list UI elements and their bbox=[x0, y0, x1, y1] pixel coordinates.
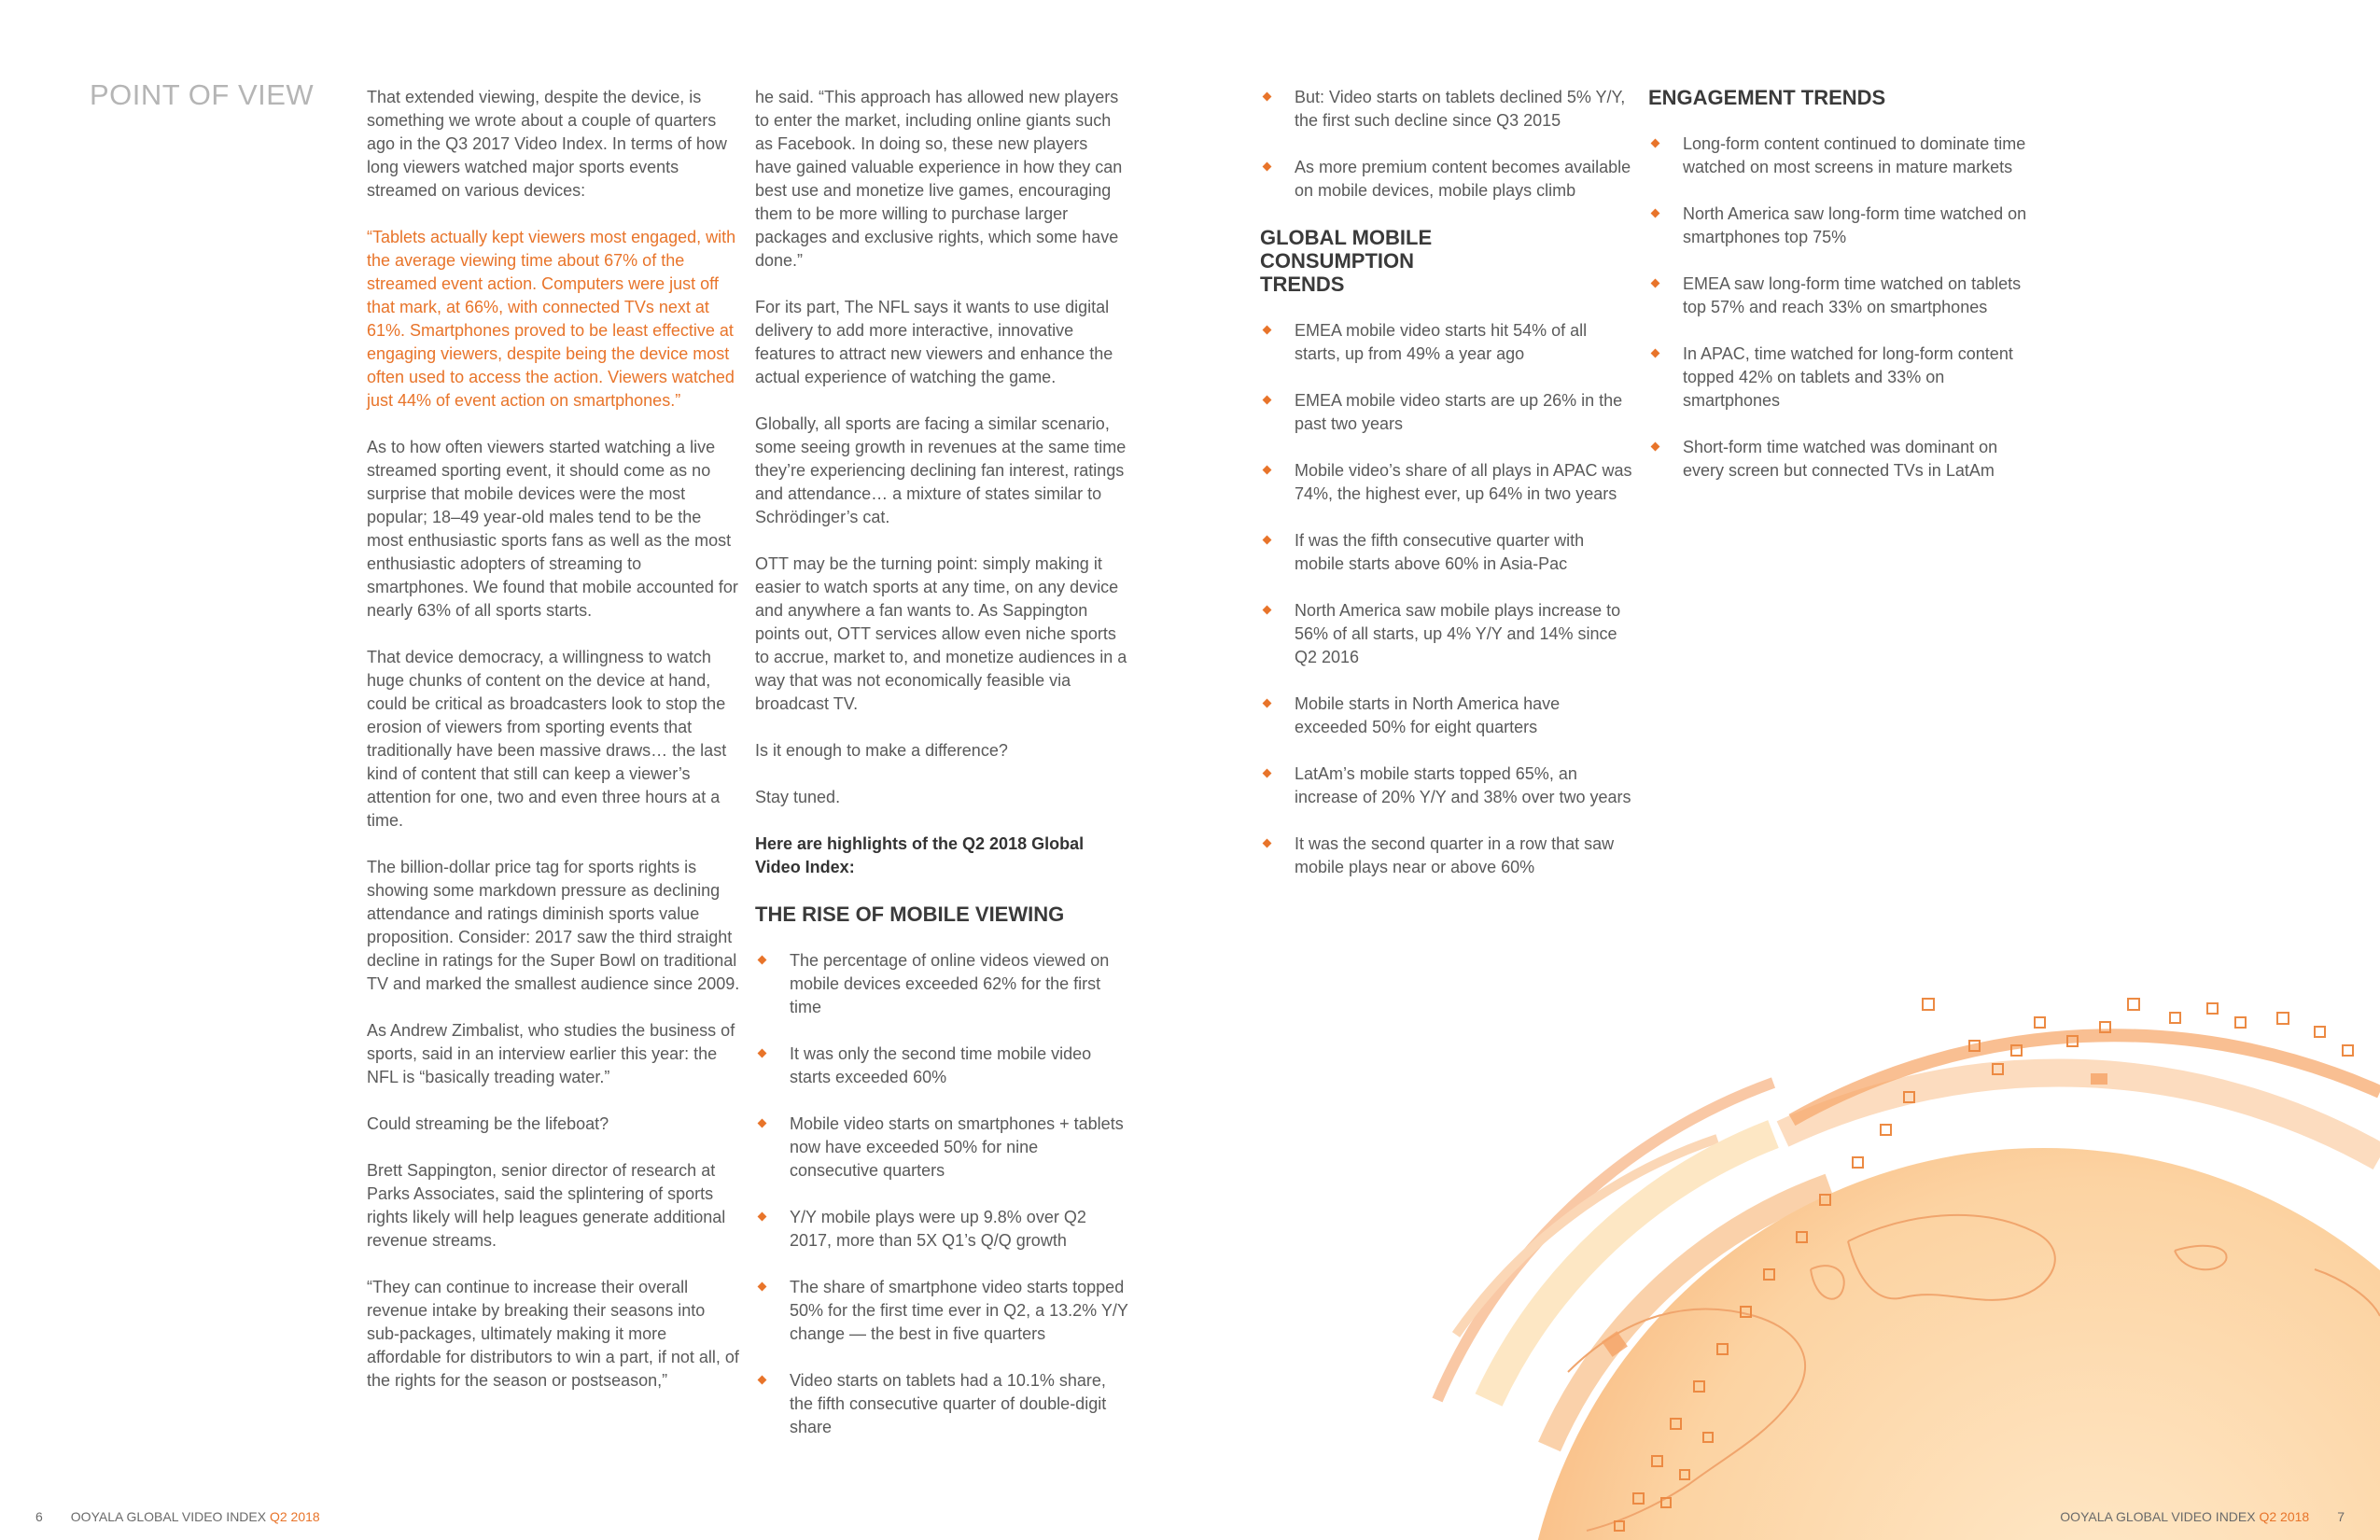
list-item-text: If was the fifth consecutive quarter with mobile starts above 60% in Asia-Pac bbox=[1295, 531, 1585, 573]
list-item bbox=[1260, 833, 1633, 879]
diamond-bullet-icon bbox=[758, 1119, 767, 1128]
list-item-text: LatAm’s mobile starts topped 65%, an increase of 20% Y/Y and 38% over two years bbox=[1295, 764, 1631, 806]
tablet-trends-list bbox=[1260, 86, 1633, 203]
section-heading: POINT OF VIEW bbox=[90, 78, 315, 111]
column-4 bbox=[1648, 86, 2040, 506]
list-item-text: Video starts on tablets had a 10.1% share, the fifth consecutive quarter of double-digit share bbox=[790, 1371, 1107, 1436]
diamond-bullet-icon bbox=[1263, 699, 1272, 708]
square-fill bbox=[2091, 1073, 2107, 1085]
square-mark bbox=[2170, 1013, 2180, 1023]
list-item bbox=[1260, 389, 1633, 436]
square-mark bbox=[1881, 1125, 1891, 1135]
paragraph: Stay tuned. bbox=[755, 788, 841, 806]
paragraph: The billion-dollar price tag for sports rights is showing some markdown pressure as declining attendance and ratings diminish sports value proposition. Consider: 2017 saw the third straight decline in ratings for the Super Bowl on traditional TV and marked the smallest audience since 2009. bbox=[367, 858, 740, 993]
mobile-viewing-list bbox=[755, 949, 1128, 1439]
diamond-bullet-icon bbox=[1651, 139, 1660, 148]
list-item-text: Mobile starts in North America have exceeded 50% for eight quarters bbox=[1295, 694, 1561, 736]
diamond-bullet-icon bbox=[1263, 769, 1272, 778]
square-mark bbox=[2277, 1013, 2289, 1024]
list-item-text: But: Video starts on tablets declined 5% Y/Y, the first such decline since Q3 2015 bbox=[1295, 88, 1626, 130]
list-item bbox=[1260, 693, 1633, 739]
list-item-text: Mobile video starts on smartphones + tablets now have exceeded 50% for nine consecutive quarters bbox=[790, 1114, 1124, 1180]
square-mark bbox=[1853, 1157, 1863, 1168]
diamond-bullet-icon bbox=[1263, 396, 1272, 405]
square-mark bbox=[1923, 999, 1934, 1010]
square-mark bbox=[2343, 1045, 2353, 1056]
diamond-bullet-icon bbox=[1263, 839, 1272, 848]
footer-edition: Q2 2018 bbox=[2259, 1509, 2310, 1524]
paragraph: That extended viewing, despite the device, is something we wrote about a couple of quarters ago in the Q3 2017 Video Index. In terms of how long viewers watched major sports events streamed on various devices: bbox=[367, 88, 727, 200]
diamond-bullet-icon bbox=[758, 1212, 767, 1222]
list-item-text: EMEA saw long-form time watched on tablets top 57% and reach 33% on smartphones bbox=[1683, 274, 2022, 316]
paragraph: “They can continue to increase their overall revenue intake by breaking their seasons into sub-packages, ultimately making it more affordable for distributors to win a part, if not all, of the rights for the season or postseason,” bbox=[367, 1278, 739, 1390]
diamond-bullet-icon bbox=[1651, 279, 1660, 288]
list-item bbox=[755, 1113, 1128, 1183]
paragraph: As to how often viewers started watching a live streamed sporting event, it should come as no surprise that mobile devices were the most popular; 18–49 year-old males tend to be the most enthusiastic sports fans as well as the most enthusiastic adopters of streaming to smartphones. We found that mobile accounted for nearly 63% of all sports starts. bbox=[367, 438, 738, 620]
list-item bbox=[755, 949, 1128, 1019]
page-number: 7 bbox=[2337, 1509, 2345, 1524]
list-item-text: The percentage of online videos viewed on mobile devices exceeded 62% for the first time bbox=[790, 951, 1110, 1016]
footer-title: OOYALA GLOBAL VIDEO INDEX bbox=[2060, 1509, 2256, 1524]
list-item bbox=[1260, 319, 1633, 366]
paragraph: Could streaming be the lifeboat? bbox=[367, 1114, 609, 1133]
list-item bbox=[1260, 529, 1633, 576]
list-item bbox=[1648, 343, 2040, 413]
paragraph: OTT may be the turning point: simply making it easier to watch sports at any time, on any device and anywhere a fan wants to. As Sappington points out, OTT services allow even niche sports to accrue, market to, and monetize audiences in a way that was not economically feasible via broadcast TV. bbox=[755, 554, 1127, 713]
list-item-text: It was the second quarter in a row that saw mobile plays near or above 60% bbox=[1295, 834, 1615, 876]
list-item-text: Long-form content continued to dominate time watched on most screens in mature markets bbox=[1683, 134, 2026, 176]
engagement-list bbox=[1648, 133, 2040, 483]
diamond-bullet-icon bbox=[1651, 209, 1660, 218]
paragraph: Globally, all sports are facing a similar scenario, some seeing growth in revenues at the same time they’re experiencing declining fan interest, ratings and attendance… a mixture of states similar to Schrödinger’s cat. bbox=[755, 414, 1127, 526]
diamond-bullet-icon bbox=[1263, 466, 1272, 475]
diamond-bullet-icon bbox=[758, 956, 767, 965]
square-mark bbox=[2035, 1017, 2045, 1028]
list-item-text: Mobile video’s share of all plays in APAC was 74%, the highest ever, up 64% in two years bbox=[1295, 461, 1632, 503]
list-item bbox=[1260, 459, 1633, 506]
square-mark bbox=[2315, 1027, 2325, 1037]
diamond-bullet-icon bbox=[1651, 442, 1660, 452]
list-item bbox=[1648, 133, 2040, 179]
list-item-text: EMEA mobile video starts hit 54% of all starts, up from 49% a year ago bbox=[1295, 321, 1588, 363]
list-item bbox=[1648, 203, 2040, 249]
globe-illustration bbox=[1381, 961, 2380, 1540]
list-item bbox=[1648, 273, 2040, 319]
diamond-bullet-icon bbox=[758, 1376, 767, 1385]
highlights-intro: Here are highlights of the Q2 2018 Global Video Index: bbox=[755, 834, 1085, 876]
list-item bbox=[1260, 86, 1633, 133]
square-mark bbox=[2235, 1017, 2246, 1028]
footer-right bbox=[2060, 1509, 2345, 1524]
diamond-bullet-icon bbox=[758, 1049, 767, 1058]
diamond-bullet-icon bbox=[758, 1282, 767, 1292]
diamond-bullet-icon bbox=[1263, 536, 1272, 545]
footer-left bbox=[35, 1509, 320, 1524]
list-item bbox=[755, 1369, 1128, 1439]
list-item-text: In APAC, time watched for long-form content topped 42% on tablets and 33% on smartphones bbox=[1683, 344, 2013, 410]
column-1 bbox=[367, 86, 740, 1416]
global-mobile-list bbox=[1260, 319, 1633, 879]
footer-edition: Q2 2018 bbox=[269, 1509, 320, 1524]
paragraph: Brett Sappington, senior director of research at Parks Associates, said the splintering of sports rights likely will help leagues generate additional revenue streams. bbox=[367, 1161, 726, 1250]
diamond-bullet-icon bbox=[1263, 606, 1272, 615]
diamond-bullet-icon bbox=[1651, 349, 1660, 358]
diamond-bullet-icon bbox=[1263, 92, 1272, 102]
list-item-text: As more premium content becomes available on mobile devices, mobile plays climb bbox=[1295, 158, 1631, 200]
list-item bbox=[755, 1043, 1128, 1089]
section-title-global-mobile: GLOBAL MOBILE CONSUMPTION TRENDS bbox=[1260, 226, 1433, 296]
list-item-text: North America saw long-form time watched on smartphones top 75% bbox=[1683, 204, 2027, 246]
diamond-bullet-icon bbox=[1263, 162, 1272, 172]
list-item bbox=[755, 1206, 1128, 1253]
paragraph: For its part, The NFL says it wants to use digital delivery to add more interactive, innovative features to attract new viewers and enhance the actual experience of watching the game. bbox=[755, 298, 1113, 386]
list-item-text: Short-form time watched was dominant on every screen but connected TVs in LatAm bbox=[1683, 438, 1998, 480]
section-title-mobile-viewing: THE RISE OF MOBILE VIEWING bbox=[755, 903, 1065, 926]
list-item-text: Y/Y mobile plays were up 9.8% over Q2 2017, more than 5X Q1’s Q/Q growth bbox=[790, 1208, 1086, 1250]
list-item bbox=[755, 1276, 1128, 1346]
paragraph: he said. “This approach has allowed new players to enter the market, including online giants such as Facebook. In doing so, these new players have gained valuable experience in how they can best use and monetize live games, encouraging them to be more willing to purchase larger packages and exclusive rights, which some have done.” bbox=[755, 88, 1123, 270]
paragraph: As Andrew Zimbalist, who studies the business of sports, said in an interview earlier this year: the NFL is “basically treading water.” bbox=[367, 1021, 735, 1086]
column-3 bbox=[1260, 86, 1633, 903]
list-item-text: EMEA mobile video starts are up 26% in the past two years bbox=[1295, 391, 1623, 433]
list-item-text: It was only the second time mobile video starts exceeded 60% bbox=[790, 1044, 1092, 1086]
section-title-engagement: ENGAGEMENT TRENDS bbox=[1648, 86, 1886, 109]
square-mark bbox=[2207, 1003, 2218, 1014]
list-item bbox=[1648, 436, 2040, 483]
list-item bbox=[1260, 763, 1633, 809]
list-item bbox=[1260, 599, 1633, 669]
page-number: 6 bbox=[35, 1509, 43, 1524]
list-item-text: North America saw mobile plays increase to 56% of all starts, up 4% Y/Y and 14% since Q2 2016 bbox=[1295, 601, 1621, 666]
list-item bbox=[1260, 156, 1633, 203]
paragraph: That device democracy, a willingness to watch huge chunks of content on the device at hand, could be critical as broadcasters look to stop the erosion of viewers from sporting events that traditionally have been massive draws… the last kind of content that still can keep a viewer’s attention for one, two and even three hours at a time. bbox=[367, 648, 727, 830]
list-item-text: The share of smartphone video starts topped 50% for the first time ever in Q2, a 13.2% Y/Y change — the best in five quarters bbox=[790, 1278, 1128, 1343]
paragraph: Is it enough to make a difference? bbox=[755, 741, 1008, 760]
footer-title: OOYALA GLOBAL VIDEO INDEX bbox=[70, 1509, 267, 1524]
diamond-bullet-icon bbox=[1263, 326, 1272, 335]
pull-quote: “Tablets actually kept viewers most engaged, with the average viewing time about 67% of the streamed event action. Computers were just off that mark, at 66%, with connected TVs next at 61%. Smartphones proved to be least effective at engaging viewers, despite being the device most often used to access the action. Viewers watched just 44% of event action on smartphones.” bbox=[367, 228, 736, 410]
column-2 bbox=[755, 86, 1128, 1463]
square-mark bbox=[2128, 999, 2139, 1010]
